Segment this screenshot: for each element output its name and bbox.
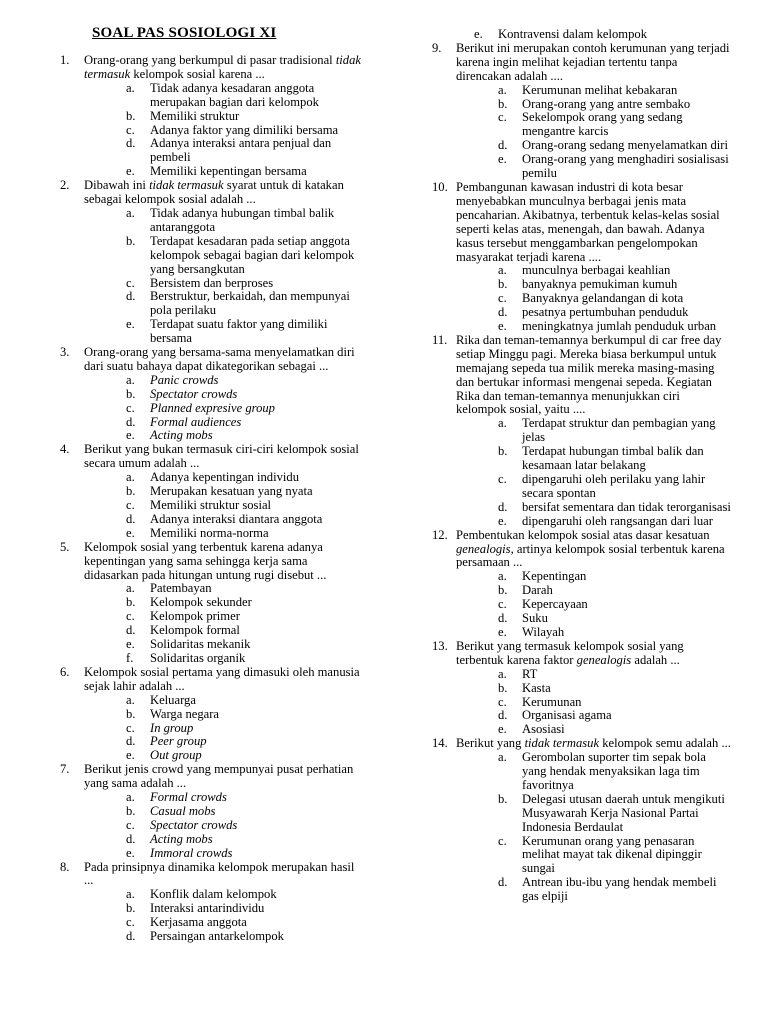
option-text: Kerumunan melihat kebakaran <box>522 82 678 97</box>
option-letter: b. <box>126 386 136 401</box>
option-text: Wilayah <box>522 624 565 639</box>
question-stem <box>84 179 365 207</box>
question-7 <box>60 763 365 860</box>
option-letter: b. <box>126 233 136 248</box>
answer-option <box>84 499 365 513</box>
option-letter: e. <box>498 152 507 167</box>
question-3 <box>60 346 365 443</box>
answer-option <box>84 652 365 666</box>
answer-option <box>84 638 365 652</box>
option-letter: a. <box>498 263 507 278</box>
question-stem <box>456 334 732 417</box>
option-text: Adanya interaksi antara penjual dan pembeli <box>150 136 332 165</box>
option-text: Acting mobs <box>150 831 213 846</box>
option-letter: c. <box>126 915 135 930</box>
option-letter: d. <box>126 511 136 526</box>
question-number: 12. <box>432 527 448 542</box>
option-letter: e. <box>126 845 135 860</box>
question-11 <box>432 334 732 529</box>
answer-option <box>456 306 732 320</box>
answer-options <box>84 888 365 944</box>
question-text: Kelompok sosial yang terbentuk karena adanya kepentingan yang sama sehingga kerja sama didasarkan pada hitungan untung rugi disebut ... <box>84 539 327 582</box>
option-letter: d. <box>498 138 508 153</box>
option-letter: c. <box>498 597 507 612</box>
answer-options <box>84 82 365 179</box>
option-letter: b. <box>126 803 136 818</box>
option-text: Terdapat hubungan timbal balik dan kesamaan latar belakang <box>522 444 704 473</box>
option-text: bersifat sementara dan tidak terorganisasi <box>522 499 731 514</box>
option-letter: b. <box>498 583 508 598</box>
answer-option <box>84 735 365 749</box>
option-letter: e. <box>498 722 507 737</box>
answer-options <box>456 84 732 181</box>
question-text-continued: kelompok semu adalah ... <box>599 736 731 751</box>
option-letter: a. <box>126 692 135 707</box>
question-number: 14. <box>432 736 448 751</box>
option-letter: b. <box>126 484 136 499</box>
answer-option <box>456 835 732 877</box>
option-text: Bersistem dan berproses <box>150 275 274 290</box>
question-8-option-e <box>432 28 732 42</box>
answer-option <box>84 596 365 610</box>
answer-option <box>84 110 365 124</box>
answer-options <box>456 668 732 738</box>
question-number: 6. <box>60 664 70 679</box>
question-emphasis: genealogis <box>456 541 511 556</box>
option-text: Merupakan kesatuan yang nyata <box>150 484 313 499</box>
option-letter: b. <box>498 444 508 459</box>
option-text: Kelompok formal <box>150 623 240 638</box>
question-number: 5. <box>60 539 70 554</box>
answer-option <box>456 668 732 682</box>
question-4 <box>60 443 365 540</box>
option-letter: c. <box>498 472 507 486</box>
option-letter: a. <box>498 569 507 584</box>
answer-option <box>456 696 732 710</box>
question-number: 4. <box>60 442 70 457</box>
question-text: Orang-orang yang berkumpul di pasar tradisional <box>84 53 336 67</box>
answer-option <box>84 137 365 165</box>
option-text: Kontravensi dalam kelompok <box>498 27 647 41</box>
option-letter: e. <box>126 748 135 763</box>
answer-option <box>456 98 732 112</box>
answer-option <box>84 318 365 346</box>
answer-option <box>456 139 732 153</box>
option-letter: c. <box>126 609 135 624</box>
question-text: Dibawah ini <box>84 178 150 193</box>
option-text: Terdapat struktur dan pembagian yang jelas <box>522 416 716 445</box>
answer-option <box>84 902 365 916</box>
question-text: Pembentukan kelompok sosial atas dasar kesatuan <box>456 527 710 542</box>
answer-option <box>84 374 365 388</box>
option-text: Memiliki kepentingan bersama <box>150 164 307 179</box>
option-text: RT <box>522 666 538 681</box>
option-letter: c. <box>498 694 507 709</box>
question-number: 11. <box>432 332 448 347</box>
option-letter: d. <box>126 929 136 944</box>
option-text: Organisasi agama <box>522 708 612 723</box>
option-text: Delegasi utusan daerah untuk mengikuti Musyawarah Kerja Nasional Partai Indonesia Berdaulat <box>522 791 725 834</box>
question-9 <box>432 42 732 181</box>
answer-option <box>456 501 732 515</box>
answer-option <box>84 388 365 402</box>
option-text: Acting mobs <box>150 428 213 443</box>
option-text: Memiliki norma-norma <box>150 525 269 540</box>
answer-options <box>84 374 365 444</box>
option-letter: d. <box>498 305 508 320</box>
option-letter: e. <box>498 319 507 334</box>
question-emphasis: tidak termasuk <box>524 736 600 751</box>
option-letter: d. <box>498 611 508 626</box>
option-text: Darah <box>522 583 553 598</box>
option-letter: a. <box>126 205 135 220</box>
answer-option <box>84 429 365 443</box>
answer-option <box>84 290 365 318</box>
question-emphasis: tidak termasuk <box>84 53 361 81</box>
answer-option <box>456 876 732 904</box>
option-letter: e. <box>126 428 135 443</box>
question-stem <box>456 181 732 264</box>
answer-option <box>456 570 732 584</box>
option-text: meningkatnya jumlah penduduk urban <box>522 319 717 334</box>
answer-option <box>84 582 365 596</box>
question-number: 9. <box>432 40 442 55</box>
option-text: Planned expresive group <box>150 400 275 415</box>
option-text: Kerumunan orang yang penasaran melihat mayat tak dikenal dipinggir sungai <box>522 833 702 876</box>
option-text: banyaknya pemukiman kumuh <box>522 277 678 292</box>
option-text: Peer group <box>150 734 207 749</box>
option-letter: a. <box>126 80 135 95</box>
question-text: Berikut jenis crowd yang mempunyai pusat perhatian yang sama adalah ... <box>84 762 354 791</box>
question-number: 13. <box>432 638 448 653</box>
answer-option <box>84 722 365 736</box>
option-text: Tidak adanya hubungan timbal balik antaranggota <box>150 205 335 234</box>
answer-option <box>84 485 365 499</box>
answer-option <box>84 124 365 138</box>
question-stem <box>84 346 365 374</box>
answer-options <box>456 570 732 640</box>
question-5 <box>60 541 365 666</box>
answer-option <box>84 527 365 541</box>
option-letter: a. <box>126 372 135 387</box>
answer-options <box>456 264 732 334</box>
answer-options <box>84 471 365 541</box>
option-letter: c. <box>498 833 507 848</box>
question-stem <box>84 763 365 791</box>
option-text: Adanya faktor yang dimiliki bersama <box>150 122 339 137</box>
answer-option <box>456 626 732 640</box>
question-text: Berikut yang <box>456 736 525 751</box>
option-text: Formal audiences <box>150 414 242 429</box>
option-letter: e. <box>498 513 507 528</box>
answer-option <box>84 805 365 819</box>
answer-option <box>456 153 732 181</box>
option-letter: e. <box>474 27 483 41</box>
option-text: Casual mobs <box>150 803 216 818</box>
option-text: Asosiasi <box>522 722 565 737</box>
question-text: Berikut ini merupakan contoh kerumunan yang terjadi karena ingin melihat kejadian tertentu tanpa direncakan adalah .... <box>456 40 730 83</box>
answer-option <box>456 612 732 626</box>
answer-option <box>456 751 732 793</box>
question-12 <box>432 529 732 640</box>
answer-option <box>84 819 365 833</box>
question-10 <box>432 181 732 334</box>
option-text: Panic crowds <box>150 372 219 387</box>
question-emphasis: genealogis <box>576 652 632 667</box>
answer-option <box>456 445 732 473</box>
answer-option <box>84 833 365 847</box>
option-letter: b. <box>498 277 508 292</box>
answer-option <box>84 165 365 179</box>
answer-option <box>84 791 365 805</box>
option-text: Immoral crowds <box>150 845 233 860</box>
question-stem <box>456 737 732 751</box>
question-number: 1. <box>60 53 70 67</box>
option-letter: e. <box>126 525 135 540</box>
option-letter: a. <box>498 82 507 97</box>
option-text: Sekelompok orang yang sedang mengantre karcis <box>522 110 683 139</box>
option-letter: c. <box>126 400 135 415</box>
question-stem <box>84 666 365 694</box>
option-text: Kepentingan <box>522 569 587 584</box>
option-letter: a. <box>126 581 135 596</box>
option-text: Banyaknya gelandangan di kota <box>522 291 684 306</box>
answer-option <box>84 402 365 416</box>
answer-option <box>456 723 732 737</box>
question-text: Rika dan teman-temannya berkumpul di car free day setiap Minggu pagi. Mereka biasa berkumpul untuk memajang sepeda tua milik mereka masing-masing dan bertukar informasi mengenai sepeda. Kegiatan Rika dan teman-temannya menunjukkan ciri kelompok sosial, yaitu .... <box>456 332 722 417</box>
option-text: In group <box>150 720 194 735</box>
option-text: Antrean ibu-ibu yang hendak membeli gas elpiji <box>522 875 717 904</box>
option-text: Solidaritas organik <box>150 650 246 665</box>
question-text-continued: adalah ... <box>631 652 680 667</box>
question-number: 10. <box>432 179 448 194</box>
option-letter: b. <box>126 901 136 916</box>
question-text: Orang-orang yang bersama-sama menyelamatkan diri dari suatu bahaya dapat dikategorikan sebagai ... <box>84 345 355 373</box>
option-letter: b. <box>126 108 136 123</box>
answer-option <box>84 277 365 291</box>
option-text: Suku <box>522 611 548 626</box>
answer-option <box>456 417 732 445</box>
option-letter: a. <box>498 416 507 431</box>
question-2 <box>60 179 365 346</box>
option-text: Patembayan <box>150 581 212 596</box>
option-text: Tidak adanya kesadaran anggota merupakan bagian dari kelompok <box>150 80 319 109</box>
answer-option <box>456 84 732 98</box>
option-text: Spectator crowds <box>150 817 238 832</box>
answer-option <box>84 82 365 110</box>
answer-option <box>456 292 732 306</box>
answer-option <box>456 793 732 835</box>
option-letter: b. <box>126 595 136 610</box>
option-text: Berstruktur, berkaidah, dan mempunyai pola perilaku <box>150 289 350 318</box>
answer-option <box>84 416 365 430</box>
option-text: Formal crowds <box>150 790 227 805</box>
option-text: Memiliki struktur sosial <box>150 498 272 512</box>
option-text: pesatnya pertumbuhan penduduk <box>522 305 689 320</box>
answer-option <box>456 515 732 529</box>
option-text: dipengaruhi oleh perilaku yang lahir secara spontan <box>522 472 706 500</box>
option-letter: a. <box>498 666 507 681</box>
option-text: Terdapat suatu faktor yang dimiliki bersama <box>150 317 328 346</box>
option-text: Spectator crowds <box>150 386 238 401</box>
option-letter: c. <box>126 275 135 290</box>
option-letter: d. <box>126 414 136 429</box>
question-text: Pembangunan kawasan industri di kota besar menyebabkan munculnya berbagai jenis mata pencaharian. Akibatnya, terbentuk kelas-kelas sosial seperti kelas atas, menengah, dan bawah. Adanya kasus tersebut menggambarkan pengelompokan masyarakat terjadi karena .... <box>456 179 720 264</box>
answer-option <box>84 749 365 763</box>
option-letter: c. <box>498 291 507 306</box>
answer-option <box>84 207 365 235</box>
question-stem <box>456 640 732 668</box>
option-letter: c. <box>126 817 135 832</box>
question-number: 7. <box>60 762 70 777</box>
option-text: Interaksi antarindividu <box>150 901 265 916</box>
option-text: Kasta <box>522 680 551 695</box>
option-letter: d. <box>126 831 136 846</box>
option-text: Konflik dalam kelompok <box>150 887 277 902</box>
option-letter: a. <box>126 470 135 485</box>
answer-options <box>84 791 365 861</box>
right-column <box>432 0 732 904</box>
question-text: Berikut yang termasuk kelompok sosial yang terbentuk karena faktor <box>456 638 684 667</box>
answer-options <box>456 751 732 904</box>
option-text: Kepercayaan <box>522 597 588 612</box>
left-column <box>60 0 365 944</box>
answer-option <box>84 235 365 277</box>
question-stem <box>456 529 732 571</box>
question-1 <box>60 54 365 179</box>
answer-option <box>84 513 365 527</box>
answer-option <box>84 916 365 930</box>
option-letter: d. <box>498 875 508 890</box>
option-text: Memiliki struktur <box>150 108 240 123</box>
question-number: 2. <box>60 178 70 193</box>
question-emphasis: tidak termasuk <box>149 178 224 193</box>
answer-option <box>456 264 732 278</box>
answer-option <box>84 930 365 944</box>
option-letter: e. <box>126 317 135 332</box>
answer-option <box>84 471 365 485</box>
option-letter: e. <box>126 637 135 652</box>
question-stem <box>84 443 365 471</box>
option-letter: c. <box>498 110 507 125</box>
option-letter: b. <box>498 791 508 806</box>
answer-option <box>84 694 365 708</box>
answer-option <box>84 847 365 861</box>
option-text: Kerumunan <box>522 694 582 709</box>
question-stem <box>456 42 732 84</box>
option-letter: a. <box>498 750 507 765</box>
option-text: Gerombolan suporter tim sepak bola yang hendak menyaksikan laga tim favoritnya <box>522 750 706 792</box>
answer-option <box>456 682 732 696</box>
question-number: 8. <box>60 859 70 874</box>
option-letter: e. <box>498 624 507 639</box>
option-text: Adanya interaksi diantara anggota <box>150 511 323 526</box>
question-text: Pada prinsipnya dinamika kelompok merupakan hasil ... <box>84 859 355 888</box>
option-letter: b. <box>498 680 508 695</box>
question-14 <box>432 737 732 904</box>
question-13 <box>432 640 732 737</box>
option-text: Adanya kepentingan individu <box>150 470 299 485</box>
answer-options <box>84 694 365 764</box>
option-text: Orang-orang sedang menyelamatkan diri <box>522 138 728 153</box>
option-letter: d. <box>126 289 136 304</box>
question-text: Berikut yang bukan termasuk ciri-ciri kelompok sosial secara umum adalah ... <box>84 442 359 471</box>
option-text: Warga negara <box>150 706 220 721</box>
option-text: Out group <box>150 748 202 763</box>
answer-option <box>456 709 732 723</box>
option-letter: b. <box>498 96 508 111</box>
answer-option <box>84 624 365 638</box>
question-8 <box>60 861 365 944</box>
answer-option <box>456 584 732 598</box>
option-letter: d. <box>126 734 136 749</box>
option-text: Keluarga <box>150 692 196 707</box>
option-text: Kelompok sekunder <box>150 595 252 610</box>
question-stem <box>84 54 365 82</box>
option-letter: f. <box>126 650 134 665</box>
answer-options <box>456 417 732 528</box>
answer-option <box>456 111 732 139</box>
option-letter: e. <box>126 164 135 179</box>
answer-option <box>456 473 732 501</box>
option-text: Kerjasama anggota <box>150 915 247 930</box>
option-letter: d. <box>126 623 136 638</box>
question-6 <box>60 666 365 763</box>
option-letter: a. <box>126 887 135 902</box>
option-text: Terdapat kesadaran pada setiap anggota kelompok sebagai bagian dari kelompok yang bersangkutan <box>150 233 355 276</box>
question-text-continued: syarat untuk di katakan sebagai kelompok sosial adalah ... <box>84 178 344 207</box>
option-text: Persaingan antarkelompok <box>150 929 284 944</box>
option-text: Kelompok primer <box>150 609 240 624</box>
question-stem <box>84 861 365 889</box>
answer-option <box>456 278 732 292</box>
question-text: Kelompok sosial pertama yang dimasuki oleh manusia sejak lahir adalah ... <box>84 664 360 693</box>
document-title: SOAL PAS SOSIOLOGI XI <box>92 25 277 41</box>
question-stem <box>84 541 365 583</box>
option-text: munculnya berbagai keahlian <box>522 263 671 278</box>
option-letter: d. <box>498 708 508 723</box>
answer-options <box>84 582 365 665</box>
question-text-continued: kelompok sosial karena ... <box>130 66 265 81</box>
answer-option <box>84 708 365 722</box>
option-text: Solidaritas mekanik <box>150 637 251 652</box>
option-text: dipengaruhi oleh rangsangan dari luar <box>522 513 713 528</box>
question-text-continued: , artinya kelompok sosial terbentuk karena persamaan ... <box>456 541 725 570</box>
option-letter: c. <box>126 498 135 512</box>
answer-option <box>84 610 365 624</box>
answer-option <box>456 598 732 612</box>
option-letter: c. <box>126 720 135 735</box>
option-letter: d. <box>498 499 508 514</box>
option-text: Orang-orang yang menghadiri sosialisasi pemilu <box>522 152 729 181</box>
answer-option <box>84 888 365 902</box>
option-letter: d. <box>126 136 136 151</box>
answer-option <box>456 320 732 334</box>
option-text: Orang-orang yang antre sembako <box>522 96 691 111</box>
answer-options <box>84 207 365 346</box>
option-letter: c. <box>126 122 135 137</box>
option-letter: b. <box>126 706 136 721</box>
option-letter: a. <box>126 790 135 805</box>
question-number: 3. <box>60 345 70 360</box>
